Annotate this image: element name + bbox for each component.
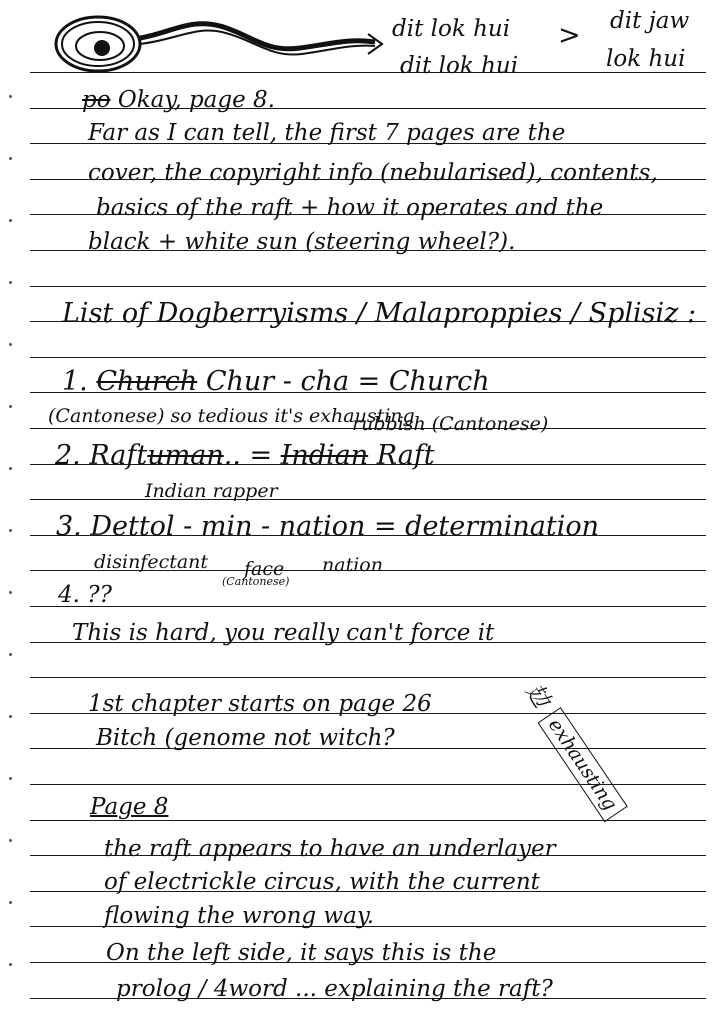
item1-note-left: (Cantonese) so tedious it's exhausting [48,405,415,427]
ruled-line [30,286,706,287]
item2-c: Raft [376,440,435,471]
list-item-4: 4. ?? [58,582,112,608]
item2-struck: uman [147,440,224,471]
list-item-1 [62,368,490,395]
para-line-2: cover, the copyright info (nebularised), contents, [88,160,658,186]
list-title: List of Dogberryisms / Malaproppies / Splisiz : [62,298,697,329]
para-line-1: Far as I can tell, the first 7 pages are the [88,120,566,146]
header-arrow: > [558,20,581,51]
chapter-line: 1st chapter starts on page 26 [88,691,432,717]
intro-line [82,89,275,112]
stamp-char: 攰 [520,678,555,713]
stamp-word: exhausting [538,707,628,822]
item2-struck2: Indian [280,440,369,471]
margin-dot [9,901,12,904]
item2-b: .. = [223,440,273,471]
ruled-line [30,677,706,678]
margin-dot [9,281,12,284]
para-line-3: basics of the raft + how it operates and the [96,195,604,221]
page8-line-4: On the left side, it says this is the [106,940,497,966]
margin-dot [9,653,12,656]
margin-dot [9,467,12,470]
header-line1: dit lok hui [392,16,511,42]
page8-line-2: of electrickle circus, with the current [104,869,540,895]
header-aside: dit jaw [610,8,690,34]
exhausting-stamp [521,680,626,820]
header-aside2: lok hui [606,46,686,72]
margin-dot [9,963,12,966]
intro-struck: po [82,87,111,113]
ruled-line [30,499,706,500]
para-line-4: black + white sun (steering wheel?). [88,229,516,255]
item1-note-right: rubbish (Cantonese) [352,413,549,435]
page8-line-1: the raft appears to have an underlayer [104,836,556,862]
margin-dot [9,715,12,718]
item3-note-1: disinfectant [94,551,209,573]
item1-text: Chur - cha = Church [205,366,490,397]
item1-struck: Church [96,366,198,397]
bitch-line: Bitch (genome not witch? [96,725,395,751]
page8-heading: Page 8 [90,794,169,820]
eye-doodle-icon [50,8,390,78]
item3-note-2: face [244,558,285,580]
ruled-line [30,357,706,358]
margin-dot [9,405,12,408]
margin-dot [9,839,12,842]
item3-note-3: nation [322,554,383,576]
list-item-3: 3. Dettol - min - nation = determination [56,511,600,542]
intro-text: Okay, page 8. [117,87,275,113]
item1-number: 1. [62,366,88,397]
ruled-line [30,606,706,607]
item2-number: 2. [55,440,81,471]
list-item-2 [55,442,435,469]
page8-line-5: prolog / 4word ... explaining the raft? [116,976,553,1002]
margin-dot [9,157,12,160]
page8-line-3: flowing the wrong way. [104,903,375,929]
item3-note-2b: (Cantonese) [222,575,290,588]
margin-dot [9,777,12,780]
item2-note: Indian rapper [145,480,278,502]
margin-dot [9,95,12,98]
margin-dot [9,529,12,532]
hard-line: This is hard, you really can't force it [72,620,495,646]
header-line2: dit lok hui [400,53,519,79]
margin-dot [9,219,12,222]
margin-dot [9,591,12,594]
item2-a: Raft [89,440,148,471]
margin-dot [9,343,12,346]
